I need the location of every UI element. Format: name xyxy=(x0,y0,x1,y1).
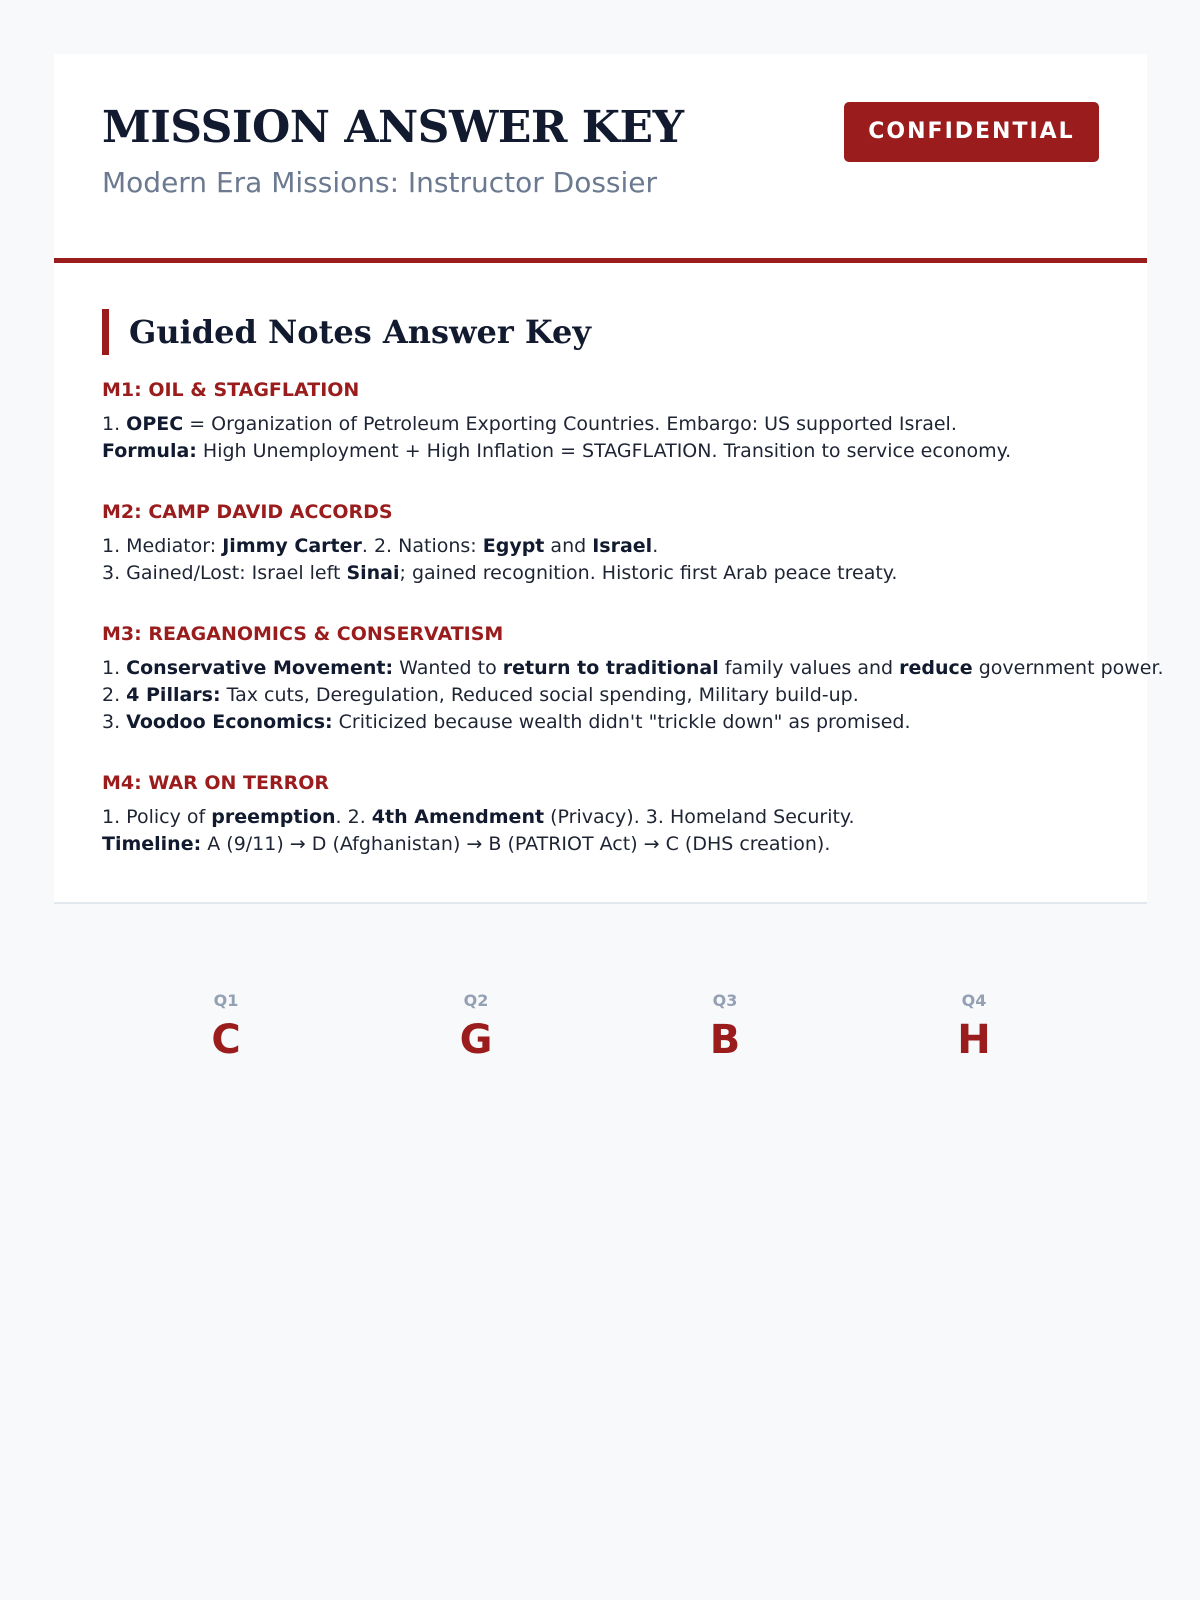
mission-line xyxy=(102,438,1099,465)
line-text: 2. xyxy=(102,684,127,706)
section-heading: Guided Notes Answer Key xyxy=(102,309,1099,355)
mission-title: M2: CAMP DAVID ACCORDS xyxy=(102,501,393,523)
key-term: 4 Pillars: xyxy=(126,684,221,706)
answer-label: Q4 xyxy=(961,991,987,1010)
key-term: OPEC xyxy=(126,413,184,435)
answer-q4 xyxy=(914,990,1034,1068)
mission-title: M3: REAGANOMICS & CONSERVATISM xyxy=(102,623,504,645)
mission-m2 xyxy=(102,499,1099,587)
mission-line xyxy=(102,655,1164,682)
answer-label: Q1 xyxy=(213,991,239,1010)
page-title: MISSION ANSWER KEY xyxy=(102,102,684,153)
line-text: Tax cuts, Deregulation, Reduced social spending, Military build-up. xyxy=(220,684,859,706)
line-text: family values and xyxy=(718,657,900,679)
answer-q1 xyxy=(166,990,286,1068)
line-text: A (9/11) → D (Afghanistan) → B (PATRIOT Act) → C (DHS creation). xyxy=(201,833,831,855)
line-text: . xyxy=(652,535,659,557)
mission-title: M1: OIL & STAGFLATION xyxy=(102,379,360,401)
key-term: preemption xyxy=(211,806,336,828)
confidential-badge: CONFIDENTIAL xyxy=(844,102,1099,162)
answer-value: G xyxy=(459,1017,493,1063)
line-text: Wanted to xyxy=(393,657,503,679)
line-text: High Unemployment + High Inflation = STAGFLATION. Transition to service economy. xyxy=(196,440,1012,462)
key-term: Timeline: xyxy=(102,833,202,855)
mission-line xyxy=(102,804,1099,831)
key-term: reduce xyxy=(899,657,973,679)
answer-q3 xyxy=(665,990,785,1068)
line-text: . 2. Nations: xyxy=(361,535,483,557)
mission-line xyxy=(102,560,1099,587)
quiz-answers xyxy=(54,990,1147,1080)
answer-label: Q2 xyxy=(463,991,489,1010)
mission-line xyxy=(102,709,1099,736)
key-term: Jimmy Carter xyxy=(222,535,362,557)
mission-line xyxy=(102,411,1099,438)
mission-m3 xyxy=(102,621,1164,736)
line-text: (Privacy). 3. Homeland Security. xyxy=(544,806,855,828)
answer-value: B xyxy=(709,1017,741,1063)
line-text: 1. Policy of xyxy=(102,806,212,828)
answer-value: C xyxy=(211,1017,241,1063)
line-text: 1. Mediator: xyxy=(102,535,223,557)
key-term: Voodoo Economics: xyxy=(126,711,333,733)
line-text: government power. xyxy=(972,657,1164,679)
key-term: 4th Amendment xyxy=(371,806,545,828)
key-term: Israel xyxy=(592,535,653,557)
line-text: . 2. xyxy=(335,806,372,828)
notes-content xyxy=(54,263,1164,902)
line-text: = Organization of Petroleum Exporting Countries. Embargo: US supported Israel. xyxy=(183,413,957,435)
key-term: return to traditional xyxy=(502,657,719,679)
mission-line xyxy=(102,682,1099,709)
page-subtitle: Modern Era Missions: Instructor Dossier xyxy=(102,166,658,199)
line-text: 1. xyxy=(102,413,127,435)
line-text: Criticized because wealth didn't "trickle down" as promised. xyxy=(332,711,911,733)
line-text: 3. Gained/Lost: Israel left xyxy=(102,562,347,584)
key-term: Egypt xyxy=(482,535,545,557)
line-text: 3. xyxy=(102,711,127,733)
line-text: and xyxy=(544,535,593,557)
mission-m4 xyxy=(102,770,1099,858)
key-term: Sinai xyxy=(346,562,400,584)
mission-line xyxy=(102,831,1099,858)
mission-title: M4: WAR ON TERROR xyxy=(102,772,330,794)
line-text: ; gained recognition. Historic first Arab peace treaty. xyxy=(399,562,898,584)
answer-label: Q3 xyxy=(712,991,738,1010)
key-term: Formula: xyxy=(102,440,197,462)
key-term: Conservative Movement: xyxy=(126,657,394,679)
document-header xyxy=(54,54,1147,263)
answer-value: H xyxy=(957,1017,991,1063)
mission-line xyxy=(102,533,1099,560)
line-text: 1. xyxy=(102,657,127,679)
answer-key-sheet xyxy=(54,54,1164,904)
answer-q2 xyxy=(416,990,536,1068)
mission-m1 xyxy=(102,377,1099,465)
